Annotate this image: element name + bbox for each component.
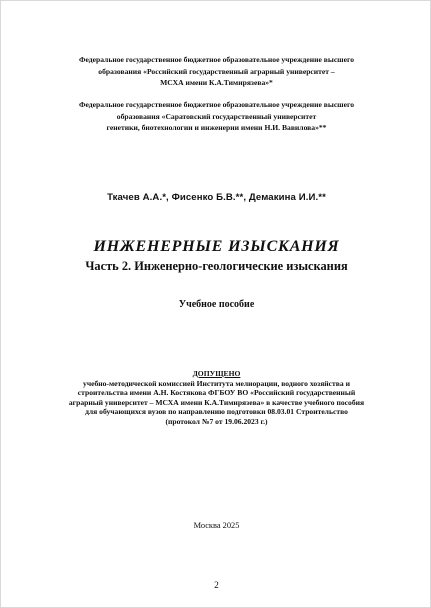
institution-line: образования «Саратовский государственный университет	[116, 111, 317, 121]
approval-block	[1, 369, 431, 427]
institution-line: МСХА имени К.А.Тимирязева»*	[160, 78, 273, 87]
institution-line: генетики, биотехнологии и инженерии имени Н.И. Вавилова»**	[106, 123, 327, 132]
document-subtitle: Часть 2. Инженерно-геологические изыскания	[85, 259, 348, 273]
approval-line: аграрный университет – МСХА имени К.А.Тимирязева» в качестве учебного пособия	[68, 397, 365, 407]
page-number: 2	[214, 581, 219, 591]
approval-line: (протокол №7 от 19.06.2023 г.)	[165, 416, 268, 426]
institution-block-vavilov	[1, 99, 431, 134]
institution-line: Федеральное государственное бюджетное образовательное учреждение высшего	[78, 55, 355, 64]
approval-line: для обучающихся вузов по направлению подготовки 08.03.01 Строительство	[85, 407, 348, 417]
institution-line: Федеральное государственное бюджетное образовательное учреждение высшего	[78, 100, 355, 109]
document-title: ИНЖЕНЕРНЫЕ ИЗЫСКАНИЯ	[93, 238, 340, 255]
authors: Ткачев А.А.*, Фисенко Б.В.**, Демакина И.И.**	[107, 192, 326, 203]
document-type: Учебное пособие	[178, 299, 255, 310]
approval-heading: ДОПУЩЕНО	[192, 369, 241, 378]
institution-block-rgau	[1, 54, 431, 89]
city-year: Москва 2025	[193, 521, 240, 530]
approval-line: учебно-методической комиссией Института мелиорации, водного хозяйства и	[83, 378, 350, 388]
institution-line: образования «Российский государственный аграрный университет –	[98, 66, 335, 76]
approval-line: строительства имени А.Н. Костякова ФГБОУ ВО «Российский государственный	[77, 388, 356, 398]
